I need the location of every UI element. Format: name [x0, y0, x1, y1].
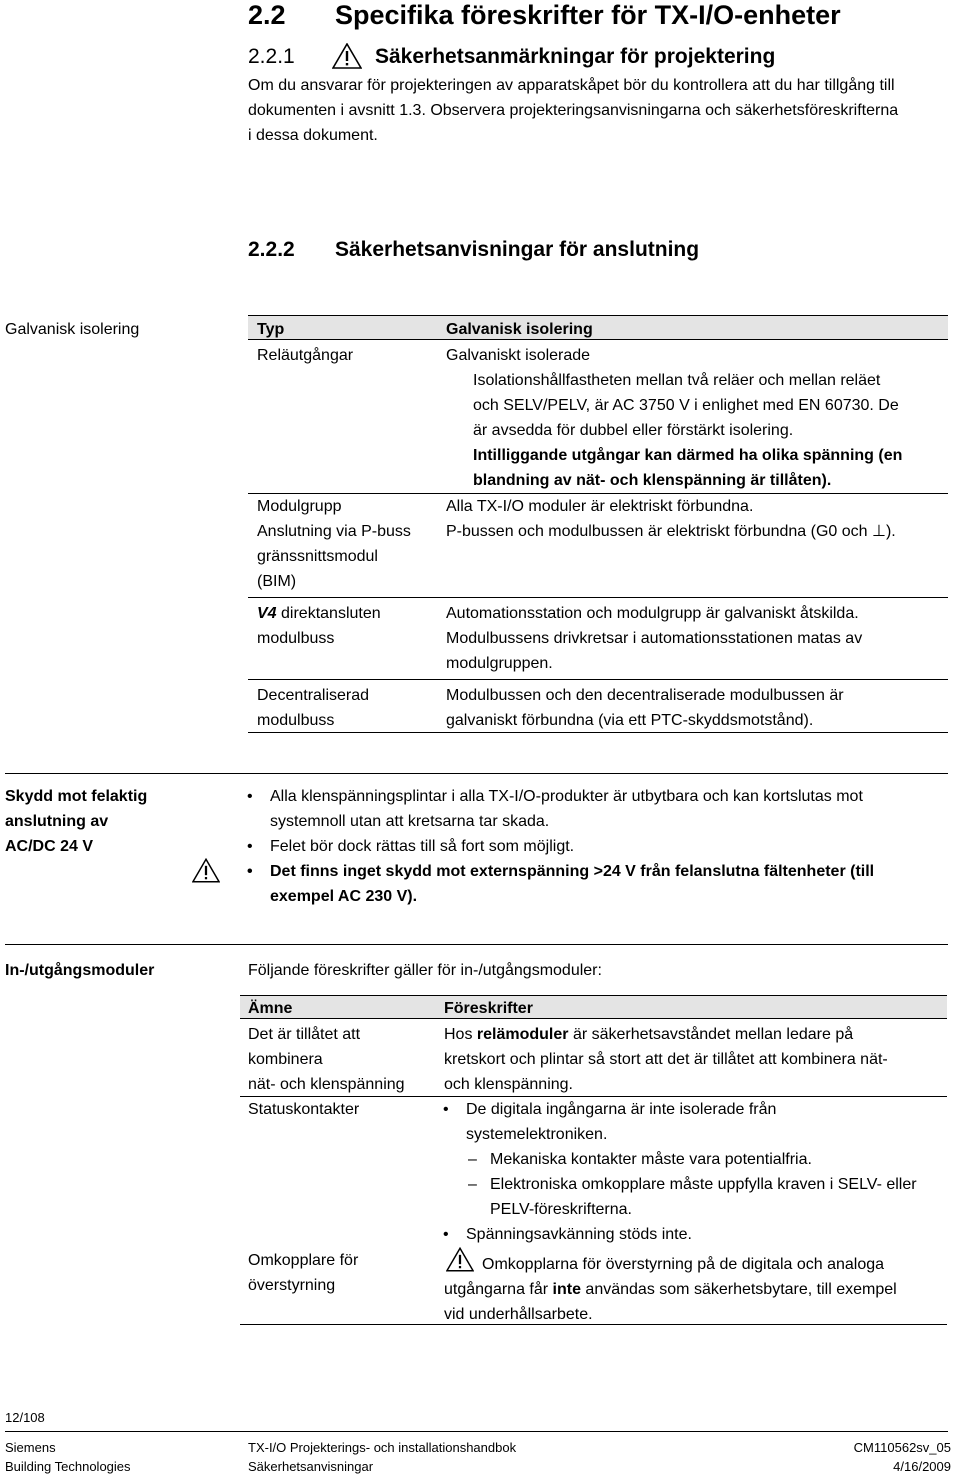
row2-subject: Statuskontakter: [248, 1101, 360, 1118]
divider: [240, 1324, 947, 1325]
decentral-text: Modulbussen och den decentraliserade modulbussen är galvaniskt förbundna (via ett PTC-skyddsmotstånd).: [446, 687, 844, 729]
row3-text: utgångarna får inte användas som säkerhetsbytare, till exempel vid underhållsarbete.: [444, 1281, 897, 1323]
divider: [248, 597, 948, 598]
heading-1: [248, 0, 841, 31]
divider: [248, 315, 948, 316]
heading-2-number: 2.2.1: [248, 45, 295, 68]
relay-line: Galvaniskt isolerade: [446, 347, 591, 364]
intro-line: i dessa dokument.: [248, 127, 378, 144]
list-item: • Alla klenspänningsplintar i alla TX-I/O-produkter är utbytbara och kan kortslutas mot systemnoll utan att kretsarna tar skada.: [245, 784, 950, 834]
intro-line: Om du ansvarar för projekteringen av apparatskåpet bör du kontrollera att du har tillgång till: [248, 77, 895, 94]
warning-icon: [192, 858, 220, 883]
pbus-type: Anslutning via P-buss gränssnittsmodul (BIM): [257, 523, 411, 590]
row2-list: [441, 1097, 946, 1247]
list-item: • Felet bör dock rättas till så fort som möjligt.: [245, 834, 950, 859]
footer-doc: TX-I/O Projekterings- och installationshandbok Säkerhetsanvisningar: [248, 1440, 517, 1474]
decentral-type: Decentraliserad modulbuss: [257, 687, 370, 729]
row3-subject: Omkopplare för överstyrning: [248, 1252, 359, 1294]
galvanic-header-bg: [248, 316, 948, 339]
footer-company: Siemens Building Technologies: [5, 1440, 131, 1474]
heading-3-number: 2.2.2: [248, 238, 295, 261]
divider: [240, 1018, 947, 1019]
warning-icon: [332, 43, 362, 69]
divider: [248, 679, 948, 680]
warning-icon: [446, 1247, 474, 1272]
intro-paragraph: [248, 73, 948, 148]
heading-3: [248, 238, 700, 262]
io-side-label: In-/utgångsmoduler: [5, 962, 155, 979]
list-item: • Det finns inget skydd mot externspänning >24 V från felanslutna fältenheter (till exempel AC 230 V).: [245, 859, 950, 909]
protection-list: [245, 784, 950, 909]
list-item: • De digitala ingångarna är inte isolerade från systemelektroniken. – Mekaniska kontakter måste vara potentialfria. – Elektroniska omkopplare måste uppfylla kraven i SELV- eller PELV-föreskrifterna.: [441, 1097, 946, 1222]
io-col-subject: Ämne: [248, 1000, 293, 1017]
relay-type: Reläutgångar: [257, 347, 354, 364]
row1-subject: Det är tillåtet att kombinera nät- och klenspänning: [248, 1026, 405, 1093]
divider: [240, 995, 947, 996]
protection-side-label: Skydd mot felaktig anslutning av AC/DC 24 V: [5, 788, 148, 855]
relay-sub-text: Isolationshållfastheten mellan två reläer och mellan reläet och SELV/PELV, är AC 3750 V i enlighet med EN 60730. De är avsedda för dubbel eller förstärkt isolering. Intilliggande utgångar kan därmed ha olika spänning (en blandning av nät- och klenspänning är tillåten).: [473, 372, 903, 489]
heading-1-number: 2.2: [248, 0, 286, 30]
list-item: – Elektroniska omkopplare måste uppfylla kraven i SELV- eller PELV-föreskrifterna.: [466, 1172, 946, 1222]
module-group-text: Alla TX-I/O moduler är elektriskt förbundna.: [446, 498, 754, 515]
row2-sublist: [466, 1147, 946, 1222]
heading-3-title: Säkerhetsanvisningar för anslutning: [335, 238, 700, 261]
row1-text: Hos relämoduler är säkerhetsavståndet mellan ledare på kretskort och plintar så stort att det är tillåtet att kombinera nät- och klenspänning.: [444, 1026, 888, 1093]
v4-type: V4 direktansluten modulbuss: [257, 605, 381, 647]
io-intro: Följande föreskrifter gäller för in-/utgångsmoduler:: [248, 962, 602, 979]
divider: [248, 732, 948, 733]
footer-meta: CM110562sv_05 4/16/2009: [853, 1440, 951, 1474]
io-header-bg: [240, 996, 947, 1018]
galvanic-col-type: Typ: [257, 321, 285, 338]
intro-line: dokumenten i avsnitt 1.3. Observera projekteringsanvisningarna och säkerhetsföreskrifterna: [248, 102, 899, 119]
heading-2: [248, 45, 848, 69]
galvanic-col-isolation: Galvanisk isolering: [446, 321, 593, 338]
footer-divider: [5, 1431, 948, 1432]
v4-text: Automationsstation och modulgrupp är galvaniskt åtskilda. Modulbussens drivkretsar i automationsstationen matas av modulgruppen.: [446, 605, 863, 672]
heading-1-title: Specifika föreskrifter för TX-I/O-enheter: [335, 0, 841, 30]
io-col-rules: Föreskrifter: [444, 1000, 533, 1017]
page-number: 12/108: [5, 1410, 45, 1425]
section-divider: [5, 773, 948, 774]
row3-line1: Omkopplarna för överstyrning på de digitala och analoga: [482, 1256, 885, 1273]
list-item: – Mekaniska kontakter måste vara potentialfria.: [466, 1147, 946, 1172]
divider: [248, 339, 948, 340]
section-divider: [5, 944, 948, 945]
galvanic-side-label: Galvanisk isolering: [5, 321, 140, 338]
list-item: • Spänningsavkänning stöds inte.: [441, 1222, 946, 1247]
module-group-type: Modulgrupp: [257, 498, 342, 515]
heading-2-title: Säkerhetsanmärkningar för projektering: [375, 45, 776, 68]
pbus-text: P-bussen och modulbussen är elektriskt förbundna (G0 och ⊥).: [446, 523, 896, 540]
